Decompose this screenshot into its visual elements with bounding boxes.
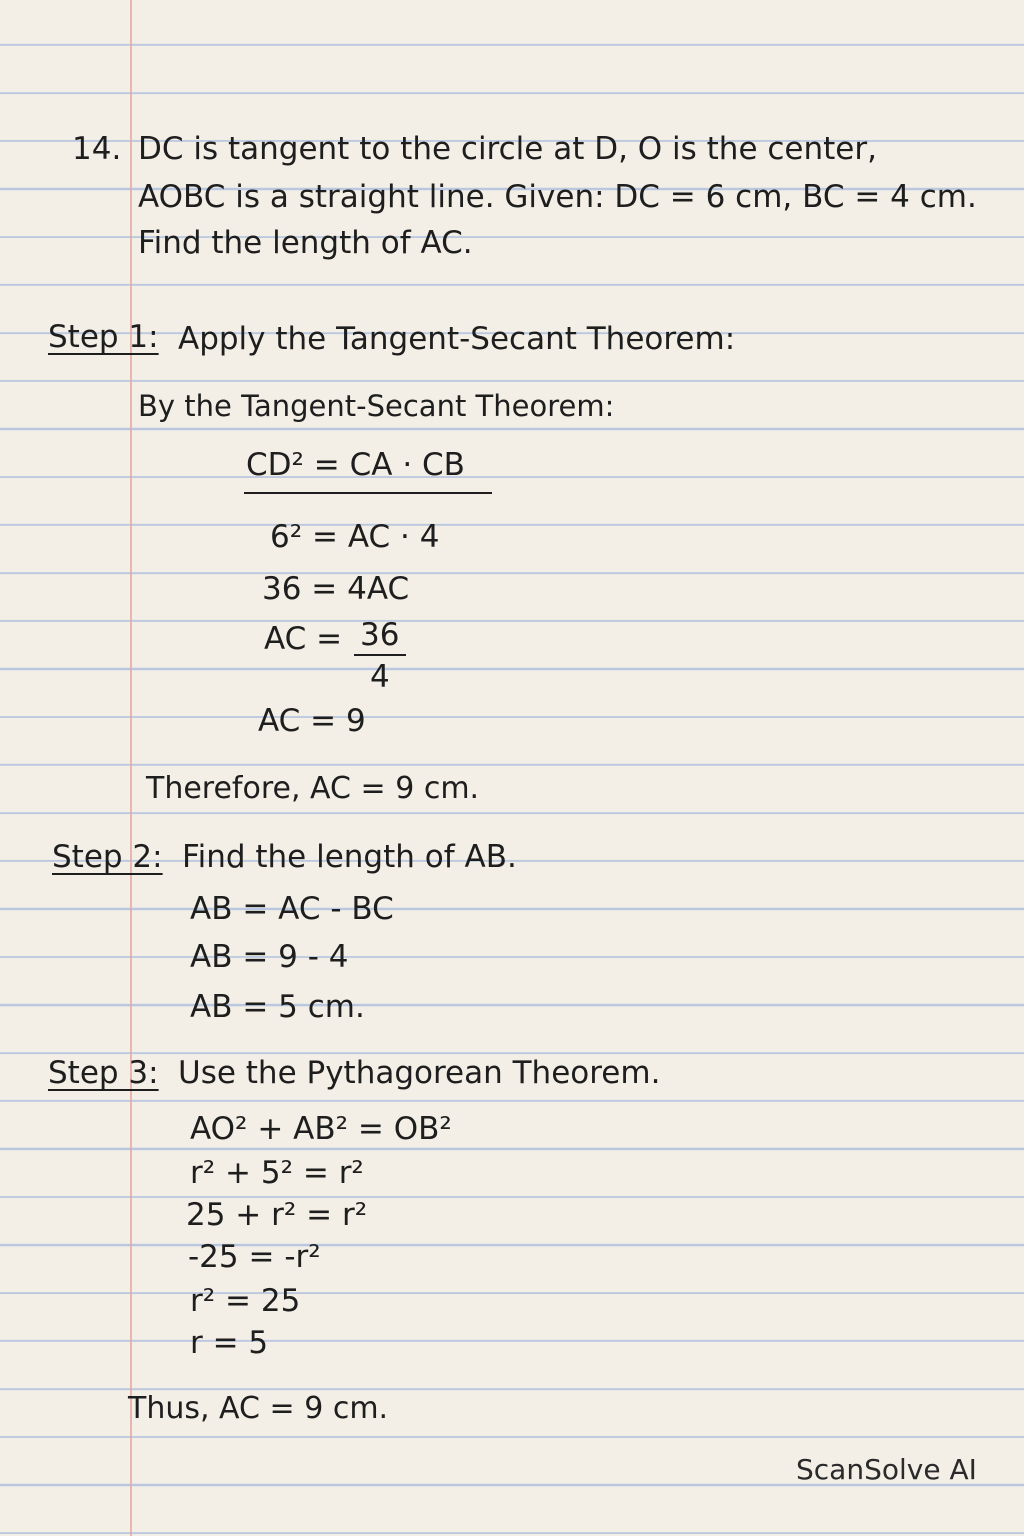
step2-title: Find the length of AB.	[182, 839, 517, 875]
step1-eq3-left: AC =	[264, 621, 343, 657]
step3-eq5: r² = 25	[190, 1283, 301, 1319]
step3-label: Step 3:	[48, 1055, 159, 1091]
step1-formula: CD² = CA · CB	[246, 447, 465, 483]
step1-eq3-numerator: 36	[360, 617, 400, 653]
step1-eq1: 6² = AC · 4	[270, 519, 440, 555]
step3-eq1: AO² + AB² = OB²	[190, 1111, 452, 1147]
step1-eq4: AC = 9	[258, 703, 366, 739]
final-answer: Thus, AC = 9 cm.	[128, 1391, 389, 1426]
step2-eq3: AB = 5 cm.	[190, 989, 365, 1025]
step1-label: Step 1:	[48, 319, 159, 355]
step1-eq3-denominator: 4	[370, 659, 390, 695]
problem-line-3: Find the length of AC.	[138, 225, 473, 261]
step2-eq1: AB = AC - BC	[190, 891, 394, 927]
step3-eq4: -25 = -r²	[188, 1239, 321, 1275]
step2-eq2: AB = 9 - 4	[190, 939, 349, 975]
step1-intro: By the Tangent-Secant Theorem:	[138, 389, 615, 423]
fraction-bar	[354, 654, 406, 656]
step3-eq3: 25 + r² = r²	[186, 1197, 368, 1233]
step3-title: Use the Pythagorean Theorem.	[178, 1055, 661, 1091]
problem-line-2: AOBC is a straight line. Given: DC = 6 cm, BC = 4 cm.	[138, 179, 977, 215]
step3-eq2: r² + 5² = r²	[190, 1155, 364, 1191]
margin-line	[130, 0, 132, 1536]
step2-label: Step 2:	[52, 839, 163, 875]
problem-number: 14.	[72, 131, 122, 167]
step3-eq6: r = 5	[190, 1325, 269, 1361]
formula-underline	[244, 492, 492, 494]
signature: ScanSolve AI	[796, 1453, 977, 1486]
step1-eq2: 36 = 4AC	[262, 571, 410, 607]
step1-conclusion: Therefore, AC = 9 cm.	[146, 771, 480, 806]
step1-title: Apply the Tangent-Secant Theorem:	[178, 321, 736, 357]
problem-line-1: DC is tangent to the circle at D, O is the center,	[138, 131, 877, 167]
